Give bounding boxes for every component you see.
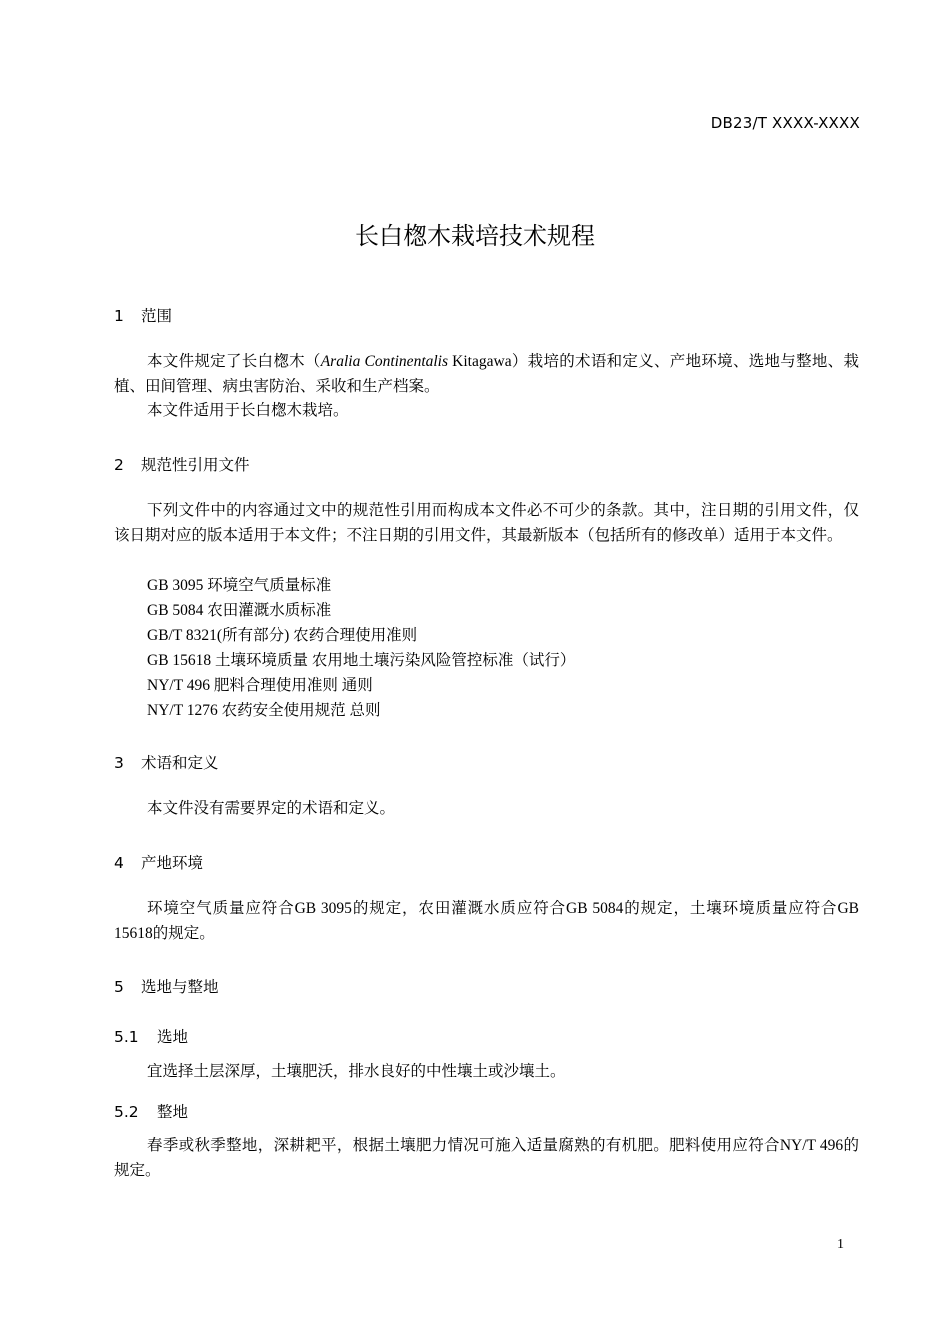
section-number: 2 [114,456,124,474]
section-title: 规范性引用文件 [141,456,250,474]
reference-item: GB 15618 土壤环境质量 农用地土壤污染风险管控标准（试行） [147,652,576,669]
section-title: 术语和定义 [141,754,219,772]
section-5-1-body [114,1060,859,1085]
reference-item: GB 3095 环境空气质量标准 [147,577,332,594]
section-3-body [114,797,859,822]
section-5-2-body [114,1134,859,1183]
reference-item: NY/T 496 肥料合理使用准则 通则 [147,677,373,694]
section-2-heading [114,453,250,475]
reference-item: NY/T 1276 农药安全使用规范 总则 [147,702,381,719]
section-title: 整地 [157,1103,189,1121]
reference-list [147,573,575,723]
page-number: 1 [837,1237,844,1252]
document-title: 长白楤木栽培技术规程 [355,222,595,250]
section-title: 选地 [157,1028,189,1046]
section-title: 范围 [141,307,173,325]
section-number: 4 [114,854,124,872]
section-3-heading [114,751,219,773]
latin-name: Aralia Continentalis [320,353,449,370]
section-4-body [114,897,859,946]
standard-code: DB23/T XXXX-XXXX [710,114,860,132]
section-5-1-heading [114,1025,188,1047]
section-number: 5.2 [114,1103,139,1121]
paragraph: 下列文件中的内容通过文中的规范性引用而构成本文件必不可少的条款。其中，注日期的引用文件，仅该日期对应的版本适用于本文件；不注日期的引用文件，其最新版本（包括所有的修改单）适用于本文件。 [114,502,859,544]
paragraph: 环境空气质量应符合GB 3095的规定，农田灌溉水质应符合GB 5084的规定，土壤环境质量应符合GB 15618的规定。 [114,900,859,942]
section-number: 5.1 [114,1028,139,1046]
reference-item: GB/T 8321(所有部分) 农药合理使用准则 [147,627,418,644]
paragraph: 宜选择土层深厚，土壤肥沃，排水良好的中性壤土或沙壤土。 [147,1063,566,1080]
section-number: 5 [114,978,124,996]
section-number: 1 [114,307,124,325]
paragraph: 本文件规定了长白楤木（Aralia Continentalis Kitagawa）栽培的术语和定义、产地环境、选地与整地、栽植、田间管理、病虫害防治、采收和生产档案。 [114,353,859,395]
section-5-2-heading [114,1100,188,1122]
section-title: 选地与整地 [141,978,219,996]
reference-item: GB 5084 农田灌溉水质标准 [147,602,332,619]
paragraph: 本文件没有需要界定的术语和定义。 [147,800,396,817]
section-title: 产地环境 [141,854,204,872]
paragraph: 春季或秋季整地，深耕耙平，根据土壤肥力情况可施入适量腐熟的有机肥。肥料使用应符合NY/T 496的规定。 [114,1137,859,1179]
section-1-heading [114,304,172,326]
section-number: 3 [114,754,124,772]
section-2-body [114,499,859,548]
paragraph: 本文件适用于长白楤木栽培。 [147,402,349,419]
section-4-heading [114,851,203,873]
section-1-body [114,350,859,424]
section-5-heading [114,975,219,997]
